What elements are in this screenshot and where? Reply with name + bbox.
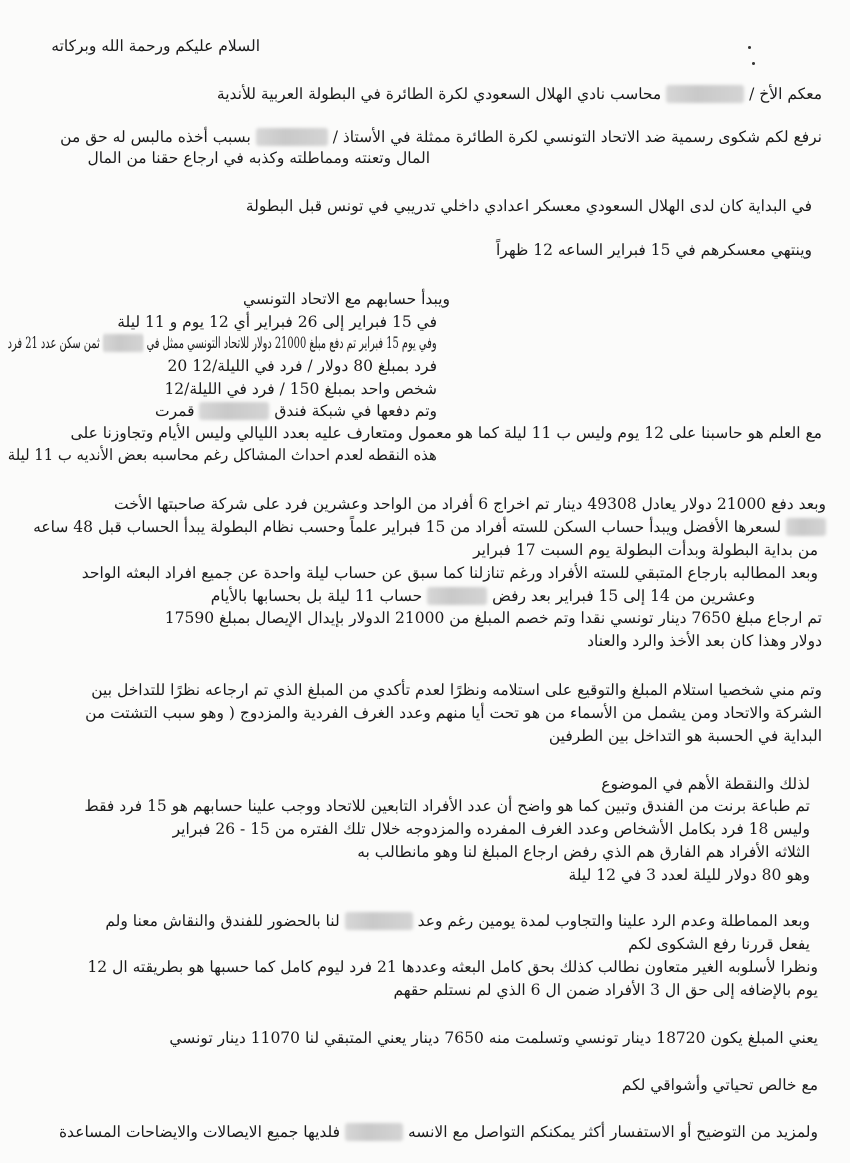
complaint-line-1: نرفع لكم شكوى رسمية ضد الاتحاد التونسي لكرة الطائرة ممثلة في الأستاذ / بسبب أخذه مالبس له حق من	[60, 128, 822, 146]
delay-line-1: وبعد المماطلة وعدم الرد علينا والتجاوب لمدة يومين رغم وعد لنا بالحضور للفندق والنقاش معنا ولم	[105, 912, 810, 930]
contact-line: ولمزيد من التوضيح أو الاستفسار أكثر يمكنكم التواصل مع الانسه فلديها جميع الايصالات والايضاحات المساعدة	[58, 1123, 818, 1141]
closing-line: مع خالص تحياتي وأشواقي لكم	[621, 1076, 818, 1094]
signature-line-2: الشركة والاتحاد ومن يشمل من الأسماء من هو تحت أيا منهم وعدد الغرف الفردية والمزدوج ( وهو سبب التشتت من	[85, 704, 822, 722]
signature-line-1: وتم مني شخصيا استلام المبلغ والتوقيع على استلامه ونظرًا لعدم تأكدي من المبلغ الذي تم ارجاعه نظرًا للتداخل بين	[91, 681, 822, 699]
signature-line-3: البداية في الحسبة هو التداخل بين الطرفين	[548, 727, 822, 745]
payment-line-4: وبعد المطالبه بارجاع المتبقي للسته الأفراد ورغم تنازلنا كما سبق عن حساب ليلة واحدة عن جميع افراد البعثه الواحد	[81, 564, 818, 582]
delay-line-3: ونظرا لأسلوبه الغير متعاون نطالب كذلك بحق كامل البعثه وعددها 21 فرد ليوم كامل كما حسبها هو بطريقته ال 12	[87, 958, 818, 976]
payment-line-7: دولار وهذا كان بعد الأخذ والرد والعناد	[587, 632, 822, 650]
ink-speck	[748, 46, 751, 49]
calc-line-2: وفي يوم 15 فبراير تم دفع مبلغ 21000 دولار للاتحاد التونسي ممثل في ثمن سكن عدد 21 فرد	[7, 334, 437, 352]
camp-line-1: في البداية كان لدى الهلال السعودي معسكر اعدادي داخلي تدريبي في تونس قبل البطولة	[245, 197, 812, 215]
key-point-title: لذلك والنقطة الأهم في الموضوع	[601, 775, 810, 793]
payment-line-1: وبعد دفع 21000 دولار يعادل 49308 دينار تم اخراج 6 أفراد من الواحد وعشرين فرد على شركة صاحبتها الأخت	[114, 495, 826, 513]
calc-title: ويبدأ حسابهم مع الاتحاد التونسي	[243, 290, 450, 308]
payment-line-2: لسعرها الأفضل ويبدأ حساب السكن للسته أفراد من 15 فبراير علماً وحسب نظام البطولة يبدأ الحساب قبل 48 ساعه	[33, 517, 826, 537]
calc-line-4: شخص واحد بمبلغ 150 / فرد في الليلة/12	[164, 380, 437, 398]
payment-line-5: وعشرين من 14 إلى 15 فبراير بعد رفض حساب 11 ليلة بل بحسابها بالأيام	[210, 587, 755, 605]
payment-line-3: من بداية البطولة وبدأت البطولة يوم السبت 17 فبراير	[473, 541, 818, 559]
ink-speck	[752, 62, 755, 65]
calc-line-5: وتم دفعها في شبكة فندق قمرت	[155, 402, 437, 420]
key-line-2: وليس 18 فرد بكامل الأشخاص وعدد الغرف المفرده والمزدوجه خلال تلك الفتره من 15 - 26 فبراير	[172, 820, 810, 838]
redacted-name	[786, 518, 826, 536]
note-line-1: مع العلم هو حاسبنا على 12 يوم وليس ب 11 ليلة كما هو معمول ومتعارف عليه بعدد الليالي وليس الأيام وتجاوزنا على	[70, 424, 822, 442]
redacted-name	[427, 587, 487, 605]
key-line-1: تم طباعة برنت من الفندق وتبين كما هو واضح أن عدد الأفراد التابعين للاتحاد ووجب علينا حسابهم هو 15 فرد فقط	[84, 797, 810, 815]
calc-line-3: فرد بمبلغ 80 دولار / فرد في الليلة/12 20	[167, 357, 437, 375]
key-line-4: وهو 80 دولار لليلة لعدد 3 في 12 ليلة	[568, 866, 810, 884]
addressee-line: معكم الأخ / محاسب نادي الهلال السعودي لكرة الطائرة في البطولة العربية للأندية	[216, 85, 822, 103]
delay-line-4: يوم بالإضافه إلى حق ال 3 الأفراد ضمن ال 6 الذي لم نستلم حقهم	[393, 981, 818, 999]
total-line: يعني المبلغ يكون 18720 دينار تونسي وتسلمت منه 7650 دينار يعني المتبقي لنا 11070 دينار تونسي	[169, 1029, 818, 1047]
payment-line-6: تم ارجاع مبلغ 7650 دينار تونسي نقدا وتم خصم المبلغ من 21000 الدولار بإيدال الإيصال بمبلغ 17590	[164, 609, 822, 627]
camp-line-2: وينتهي معسكرهم في 15 فبراير الساعه 12 ظهراً	[495, 241, 812, 259]
redacted-name	[199, 402, 269, 420]
redacted-name	[256, 128, 328, 146]
redacted-name	[345, 912, 413, 930]
redacted-name	[103, 334, 144, 352]
greeting: السلام عليكم ورحمة الله وبركاته	[51, 37, 260, 55]
redacted-name	[666, 85, 744, 103]
delay-line-2: يفعل قررنا رفع الشكوى لكم	[628, 935, 810, 953]
key-line-3: الثلاثه الأفراد هم الفارق هم الذي رفض ارجاع المبلغ لنا وهو مانطالب به	[357, 843, 810, 861]
calc-line-1: في 15 فبراير إلى 26 فبراير أي 12 يوم و 11 ليلة	[117, 313, 437, 331]
complaint-line-2: المال وتعنته ومماطلته وكذبه في ارجاع حقنا من المال	[87, 149, 430, 167]
note-line-2: هذه النقطه لعدم احداث المشاكل رغم محاسبه بعض الأنديه ب 11 ليلة	[7, 446, 438, 464]
redacted-name	[345, 1123, 403, 1141]
